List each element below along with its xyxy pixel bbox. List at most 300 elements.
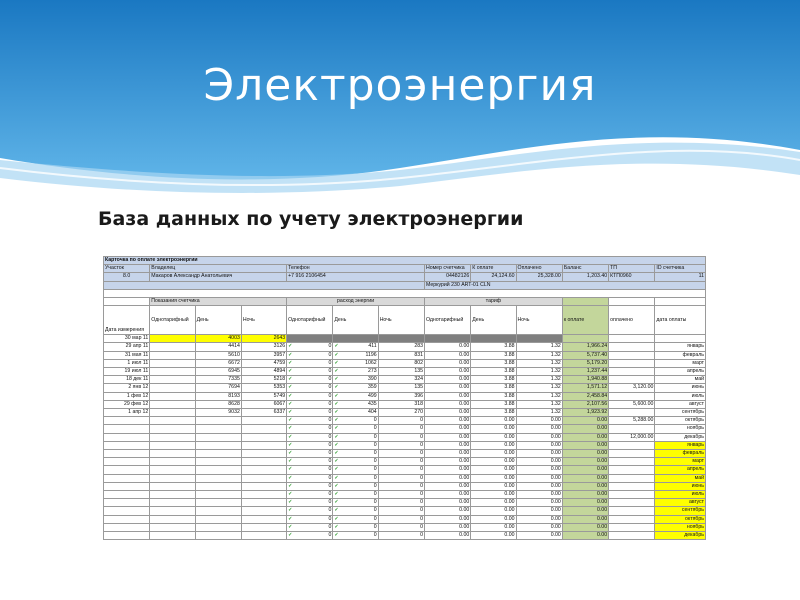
cell-value: 0 [373,482,377,489]
cell-paid [609,425,655,433]
cell-month: январь [655,343,706,351]
group-tariff: тариф [424,298,562,306]
checkmark-icon: ✓ [288,491,293,498]
cell-use-night: 0 [378,523,424,531]
cell-read-night [241,474,286,482]
col-date: Дата измерения [104,306,150,335]
checkmark-icon: ✓ [288,351,293,358]
card-title: Карточка по оплате электроэнергии [104,257,706,265]
cell-read-night: 6067 [241,400,286,408]
cell-read-day [195,441,241,449]
cell-tariff-single: 0.00 [424,532,470,540]
cell-month: декабрь [655,532,706,540]
cell-value: 0 [328,523,332,530]
cell-use-day [333,482,378,490]
cell-value: 0 [328,392,332,399]
cell-use-day [333,491,378,499]
cell-month: август [655,400,706,408]
cell-read-single [150,499,195,507]
checkmark-icon: ✓ [288,466,293,473]
cell-use-night: 396 [378,392,424,400]
group-consumption: расход энергии [287,298,425,306]
spreadsheet-screenshot [103,256,706,555]
checkmark-icon: ✓ [288,376,293,383]
table-row [104,523,706,531]
cell-month: июнь [655,482,706,490]
cell-read-single [150,343,195,351]
cell-use-night: 0 [378,450,424,458]
cell-value: 359 [368,384,377,391]
cell-read-day: 8193 [195,392,241,400]
cell-month: февраль [655,351,706,359]
cell-paid [609,351,655,359]
cell-use-night: 318 [378,400,424,408]
cell-read-night [241,417,286,425]
cell-use-day [333,392,378,400]
cell-date: 2 янв 12 [104,384,150,392]
checkmark-icon: ✓ [334,368,339,375]
checkmark-icon: ✓ [334,400,339,407]
cell-month: май [655,376,706,384]
cell-tariff-single: 0.00 [424,474,470,482]
cell-tariff-day: 3.88 [471,376,516,384]
cell-tariff-night [516,335,562,343]
cell-value: 0 [373,425,377,432]
cell-value: 0 [373,515,377,522]
cell-to-pay: 0.00 [562,458,608,466]
cell-month: март [655,458,706,466]
cell-value: 0 [328,417,332,424]
cell-tariff-day: 0.00 [471,482,516,490]
cell-value: 0 [328,359,332,366]
cell-date [104,474,150,482]
cell-value: 0 [328,499,332,506]
cell-read-single [150,392,195,400]
cell-read-night: 5749 [241,392,286,400]
cell-read-day: 7335 [195,376,241,384]
cell-month: февраль [655,450,706,458]
checkmark-icon: ✓ [288,532,293,539]
cell-use-night: 324 [378,376,424,384]
cell-read-single [150,368,195,376]
cell-read-day [195,499,241,507]
cell-value: 0 [328,376,332,383]
cell-date: 29 апр 11 [104,343,150,351]
cell-date: 19 июл 11 [104,368,150,376]
cell-date [104,458,150,466]
cell-use-night: 270 [378,409,424,417]
cell-tariff-day: 3.88 [471,400,516,408]
cell-value: 0 [328,425,332,432]
cell-tariff-single: 0.00 [424,417,470,425]
cell-tariff-night: 0.00 [516,433,562,441]
cell-read-night [241,458,286,466]
cell-value: 0 [373,441,377,448]
checkmark-icon: ✓ [288,433,293,440]
cell-value: 0 [328,368,332,375]
cell-date [104,491,150,499]
table-row [104,482,706,490]
checkmark-icon: ✓ [288,441,293,448]
cell-value: 499 [368,392,377,399]
checkmark-icon: ✓ [334,474,339,481]
info-plot: 8.0 [104,273,150,281]
cell-to-pay: 0.00 [562,466,608,474]
cell-tariff-night: 1.32 [516,376,562,384]
col-read-night: Ночь [241,306,286,335]
cell-value: 0 [373,499,377,506]
checkmark-icon: ✓ [334,384,339,391]
cell-use-day [333,523,378,531]
cell-tariff-night: 0.00 [516,507,562,515]
table-row [104,376,706,384]
cell-value: 1196 [365,351,377,358]
cell-read-single [150,441,195,449]
cell-use-single [287,343,333,351]
group-readings: Показания счетчика [150,298,287,306]
cell-read-night: 5353 [241,384,286,392]
cell-read-night [241,499,286,507]
cell-date [104,450,150,458]
cell-value: 0 [328,400,332,407]
cell-paid: 5,288.00 [609,417,655,425]
cell-tariff-single: 0.00 [424,441,470,449]
col-tariff-single: Однотарифный [424,306,470,335]
cell-date: 18 дек 11 [104,376,150,384]
cell-tariff-day: 0.00 [471,491,516,499]
cell-read-day [195,507,241,515]
checkmark-icon: ✓ [288,392,293,399]
cell-paid [609,507,655,515]
spacer-row [104,289,706,297]
cell-to-pay: 0.00 [562,441,608,449]
checkmark-icon: ✓ [334,433,339,440]
cell-read-night [241,507,286,515]
cell-use-single [287,368,333,376]
cell-use-night: 802 [378,359,424,367]
cell-to-pay: 0.00 [562,433,608,441]
cell-tariff-day: 0.00 [471,532,516,540]
cell-use-single [287,425,333,433]
cell-value: 0 [373,532,377,539]
info-meter-number: 04482126 [424,273,470,281]
cell-date [104,515,150,523]
cell-date: 30 мар 11 [104,335,150,343]
cell-to-pay: 0.00 [562,491,608,499]
cell-tariff-night: 1.32 [516,400,562,408]
cell-paid [609,491,655,499]
cell-paid [609,335,655,343]
info-meter-id: 11 [655,273,706,281]
cell-tariff-night: 1.32 [516,384,562,392]
cell-value: 0 [373,474,377,481]
cell-tariff-day: 0.00 [471,441,516,449]
cell-read-night [241,466,286,474]
cell-use-single [287,474,333,482]
cell-read-day [195,532,241,540]
cell-paid [609,482,655,490]
cell-paid [609,474,655,482]
cell-tariff-day: 0.00 [471,523,516,531]
cell-read-day: 4003 [195,335,241,343]
cell-value: 0 [328,409,332,416]
cell-value: 404 [368,409,377,416]
cell-value: 0 [328,351,332,358]
cell-tariff-single: 0.00 [424,507,470,515]
cell-use-single [287,351,333,359]
cell-use-night: 135 [378,384,424,392]
cell-tariff-day: 0.00 [471,474,516,482]
cell-use-night: 0 [378,474,424,482]
cell-tariff-day [471,335,516,343]
cell-use-day [333,433,378,441]
col-use-night: Ночь [378,306,424,335]
cell-use-single [287,491,333,499]
cell-to-pay: 1,966.24 [562,343,608,351]
cell-use-day [333,474,378,482]
slide-subtitle: База данных по учету электроэнергии [98,208,524,230]
cell-tariff-day: 3.88 [471,351,516,359]
cell-tariff-day: 0.00 [471,417,516,425]
cell-tariff-day: 0.00 [471,515,516,523]
table-row [104,450,706,458]
cell-tariff-single: 0.00 [424,499,470,507]
cell-paid [609,466,655,474]
cell-tariff-night: 1.32 [516,359,562,367]
cell-value: 0 [373,466,377,473]
checkmark-icon: ✓ [334,523,339,530]
cell-to-pay: 1,237.44 [562,368,608,376]
table-row [104,400,706,408]
cell-read-single [150,507,195,515]
cell-use-single [287,376,333,384]
cell-read-day [195,425,241,433]
cell-read-night: 6337 [241,409,286,417]
checkmark-icon: ✓ [288,507,293,514]
cell-tariff-night: 0.00 [516,532,562,540]
cell-read-night: 4759 [241,359,286,367]
cell-use-night: 0 [378,441,424,449]
cell-value: 1062 [365,359,377,366]
cell-use-single [287,515,333,523]
cell-date [104,532,150,540]
cell-month: ноябрь [655,425,706,433]
cell-tariff-single: 0.00 [424,515,470,523]
cell-paid: 5,600.00 [609,400,655,408]
cell-date: 31 мая 11 [104,351,150,359]
cell-use-day [333,466,378,474]
cell-tariff-single [424,335,470,343]
cell-month [655,335,706,343]
cell-tariff-single: 0.00 [424,368,470,376]
cell-value: 435 [368,400,377,407]
col-tariff-day: День [471,306,516,335]
cell-read-day [195,433,241,441]
info-header-plot: Участок [104,265,150,273]
cell-value: 0 [373,450,377,457]
cell-read-day: 8628 [195,400,241,408]
cell-use-day [333,359,378,367]
cell-read-single [150,515,195,523]
cell-use-night: 0 [378,532,424,540]
cell-tariff-single: 0.00 [424,523,470,531]
table-row [104,474,706,482]
cell-use-night: 0 [378,425,424,433]
cell-tariff-day: 3.88 [471,368,516,376]
cell-use-night: 0 [378,507,424,515]
table-row [104,417,706,425]
cell-value: 0 [328,384,332,391]
column-header-row [104,306,706,335]
cell-use-day [333,368,378,376]
col-tariff-night: Ночь [516,306,562,335]
cell-value: 0 [328,482,332,489]
cell-date [104,417,150,425]
cell-use-day [333,335,378,343]
table-row [104,532,706,540]
cell-paid [609,392,655,400]
checkmark-icon: ✓ [334,425,339,432]
cell-to-pay: 1,923.92 [562,409,608,417]
cell-value: 0 [373,491,377,498]
cell-use-single [287,409,333,417]
cell-tariff-night: 0.00 [516,450,562,458]
table-row [104,515,706,523]
cell-use-night: 135 [378,368,424,376]
cell-tariff-day: 0.00 [471,425,516,433]
cell-use-night [378,335,424,343]
cell-use-single [287,466,333,474]
cell-tariff-single: 0.00 [424,351,470,359]
table-row [104,335,706,343]
cell-to-pay: 1,571.12 [562,384,608,392]
checkmark-icon: ✓ [288,425,293,432]
cell-read-single [150,450,195,458]
table-row [104,499,706,507]
cell-use-single [287,532,333,540]
cell-tariff-night: 1.32 [516,368,562,376]
cell-read-night [241,425,286,433]
cell-value: 0 [328,474,332,481]
checkmark-icon: ✓ [288,474,293,481]
cell-month: ноябрь [655,523,706,531]
cell-value: 411 [368,343,377,350]
cell-date [104,499,150,507]
cell-read-single [150,359,195,367]
meter-model: Меркурий 230 ART-01 CLN [424,281,705,289]
checkmark-icon: ✓ [288,368,293,375]
cell-read-day [195,458,241,466]
checkmark-icon: ✓ [334,499,339,506]
cell-use-single [287,441,333,449]
cell-read-night [241,450,286,458]
cell-read-single [150,458,195,466]
cell-date: 1 фев 12 [104,392,150,400]
cell-tariff-single: 0.00 [424,433,470,441]
table-row [104,359,706,367]
cell-month: сентябрь [655,409,706,417]
cell-paid [609,532,655,540]
cell-read-day [195,417,241,425]
table-row [104,458,706,466]
cell-paid [609,343,655,351]
cell-use-day [333,441,378,449]
cell-use-night: 831 [378,351,424,359]
table-row [104,433,706,441]
cell-read-day: 7694 [195,384,241,392]
cell-tariff-single: 0.00 [424,458,470,466]
cell-tariff-single: 0.00 [424,450,470,458]
cell-value: 0 [328,458,332,465]
cell-read-day: 6672 [195,359,241,367]
table-row [104,392,706,400]
cell-tariff-single: 0.00 [424,482,470,490]
table-row [104,384,706,392]
cell-tariff-single: 0.00 [424,491,470,499]
cell-tariff-night: 0.00 [516,515,562,523]
cell-read-night [241,532,286,540]
cell-to-pay: 0.00 [562,482,608,490]
cell-read-single [150,482,195,490]
cell-read-day: 5610 [195,351,241,359]
table-row [104,351,706,359]
cell-read-day [195,482,241,490]
cell-use-day [333,425,378,433]
cell-paid [609,368,655,376]
cell-to-pay: 0.00 [562,474,608,482]
cell-tariff-single: 0.00 [424,400,470,408]
checkmark-icon: ✓ [288,499,293,506]
checkmark-icon: ✓ [288,482,293,489]
cell-tariff-night: 0.00 [516,441,562,449]
cell-date [104,425,150,433]
checkmark-icon: ✓ [288,515,293,522]
info-owner: Макаров Александр Анатольевич [150,273,287,281]
cell-use-night: 0 [378,417,424,425]
checkmark-icon: ✓ [334,482,339,489]
cell-use-day [333,532,378,540]
cell-tariff-night: 1.32 [516,343,562,351]
info-header-to-pay: К оплате [471,265,516,273]
cell-read-day [195,474,241,482]
cell-paid: 12,000.00 [609,433,655,441]
cell-read-single [150,474,195,482]
cell-use-night: 0 [378,499,424,507]
checkmark-icon: ✓ [334,351,339,358]
checkmark-icon: ✓ [334,392,339,399]
cell-tariff-night: 0.00 [516,491,562,499]
col-use-day: День [333,306,378,335]
cell-read-day: 9032 [195,409,241,417]
cell-read-night: 3957 [241,351,286,359]
cell-tariff-day: 0.00 [471,499,516,507]
cell-read-single [150,523,195,531]
cell-paid [609,441,655,449]
cell-use-single [287,359,333,367]
cell-tariff-night: 0.00 [516,417,562,425]
checkmark-icon: ✓ [288,400,293,407]
cell-use-night: 0 [378,482,424,490]
cell-value: 273 [368,368,377,375]
table-row [104,466,706,474]
checkmark-icon: ✓ [288,450,293,457]
cell-to-pay [562,335,608,343]
cell-read-single [150,384,195,392]
cell-value: 0 [328,532,332,539]
info-to-pay: 24,124.60 [471,273,516,281]
cell-use-single [287,450,333,458]
cell-use-day [333,343,378,351]
